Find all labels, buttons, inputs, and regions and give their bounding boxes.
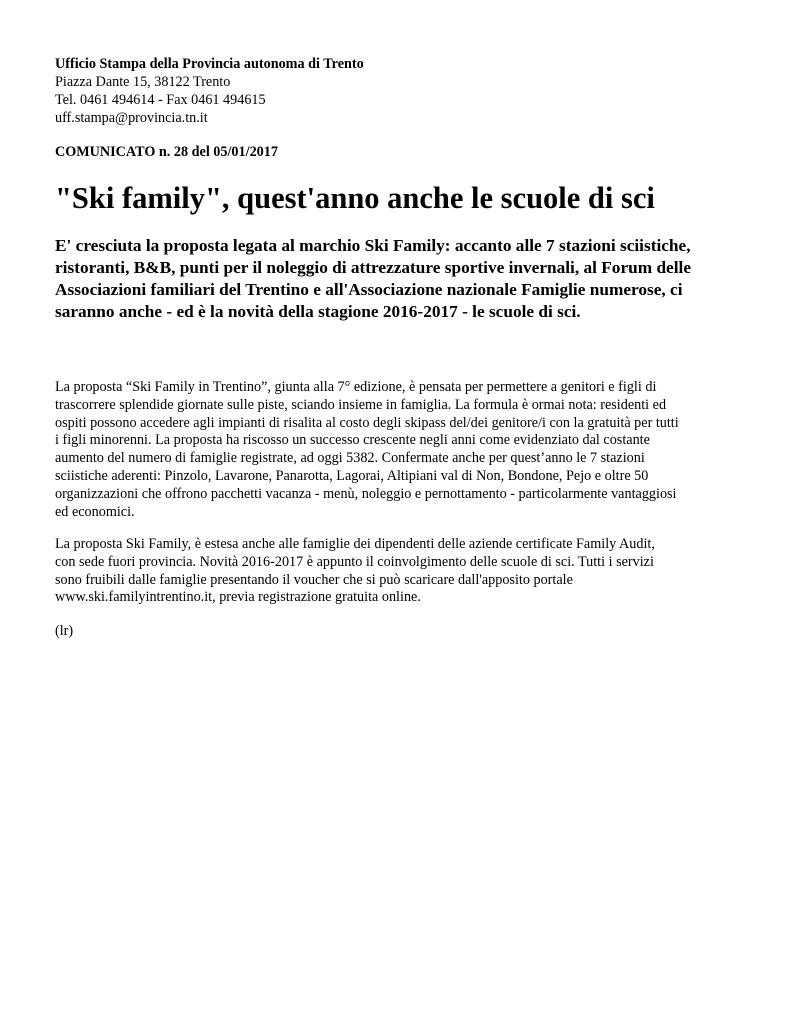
paragraph-line: ed economici. [55,503,135,520]
paragraph-line: sciistiche aderenti: Pinzolo, Lavarone, Panarotta, Lagorai, Altipiani val di Non, Bondone, Pejo e oltre 50 [55,467,649,484]
body-paragraph-1 [55,379,755,521]
paragraph-line: trascorrere splendide giornate sulle piste, sciando insieme in famiglia. La formula è ormai nota: residenti ed [55,396,667,413]
page-title: "Ski family", quest'anno anche le scuole di sci [55,181,655,215]
comunicato-number: COMUNICATO n. 28 del 05/01/2017 [55,144,278,160]
paragraph-line: i figli minorenni. La proposta ha riscosso un successo crescente negli anni come evidenziato dal costante [55,432,650,449]
press-release-page [55,55,745,639]
organization-name: Ufficio Stampa della Provincia autonoma di Trento [55,56,364,72]
subtitle-line: ristoranti, B&B, punti per il noleggio di attrezzature sportive invernali, al Forum delle [55,258,691,277]
paragraph-line: aumento del numero di famiglie registrate, ad oggi 5382. Confermate anche per quest’anno le 7 stazioni [55,450,645,467]
paragraph-line: sono fruibili dalle famiglie presentando il voucher che si può scaricare dall'apposito portale [55,571,573,588]
office-address: Piazza Dante 15, 38122 Trento [55,74,231,90]
paragraph-line: organizzazioni che offrono pacchetti vacanza - menù, noleggio e pernottamento - particolarmente vantaggiosi [55,485,677,502]
body-paragraph-2 [55,536,755,607]
paragraph-line: La proposta Ski Family, è estesa anche alle famiglie dei dipendenti delle aziende certificate Family Audit, [55,536,655,552]
subtitle-line: Associazioni familiari del Trentino e all'Associazione nazionale Famiglie numerose, ci [55,280,683,299]
author-signature: (lr) [55,623,74,639]
subtitle-line: E' cresciuta la proposta legata al marchio Ski Family: accanto alle 7 stazioni sciistiche, [55,236,691,255]
paragraph-line: www.ski.familyintrentino.it, previa registrazione gratuita online. [55,589,421,606]
phone-fax: Tel. 0461 494614 - Fax 0461 494615 [55,92,266,108]
press-office-header [55,55,745,127]
paragraph-line: La proposta “Ski Family in Trentino”, giunta alla 7° edizione, è pensata per permettere a genitori e figli di [55,379,657,395]
subtitle-lead [55,235,755,323]
office-email: uff.stampa@provincia.tn.it [55,110,208,126]
subtitle-line: saranno anche - ed è la novità della stagione 2016-2017 - le scuole di sci. [55,302,581,321]
paragraph-line: con sede fuori provincia. Novità 2016-2017 è appunto il coinvolgimento delle scuole di sci. Tutti i servizi [55,553,654,570]
paragraph-line: ospiti possono accedere agli impianti di risalita al costo degli skipass del/dei genitore/i con la gratuità per tutti [55,414,679,431]
